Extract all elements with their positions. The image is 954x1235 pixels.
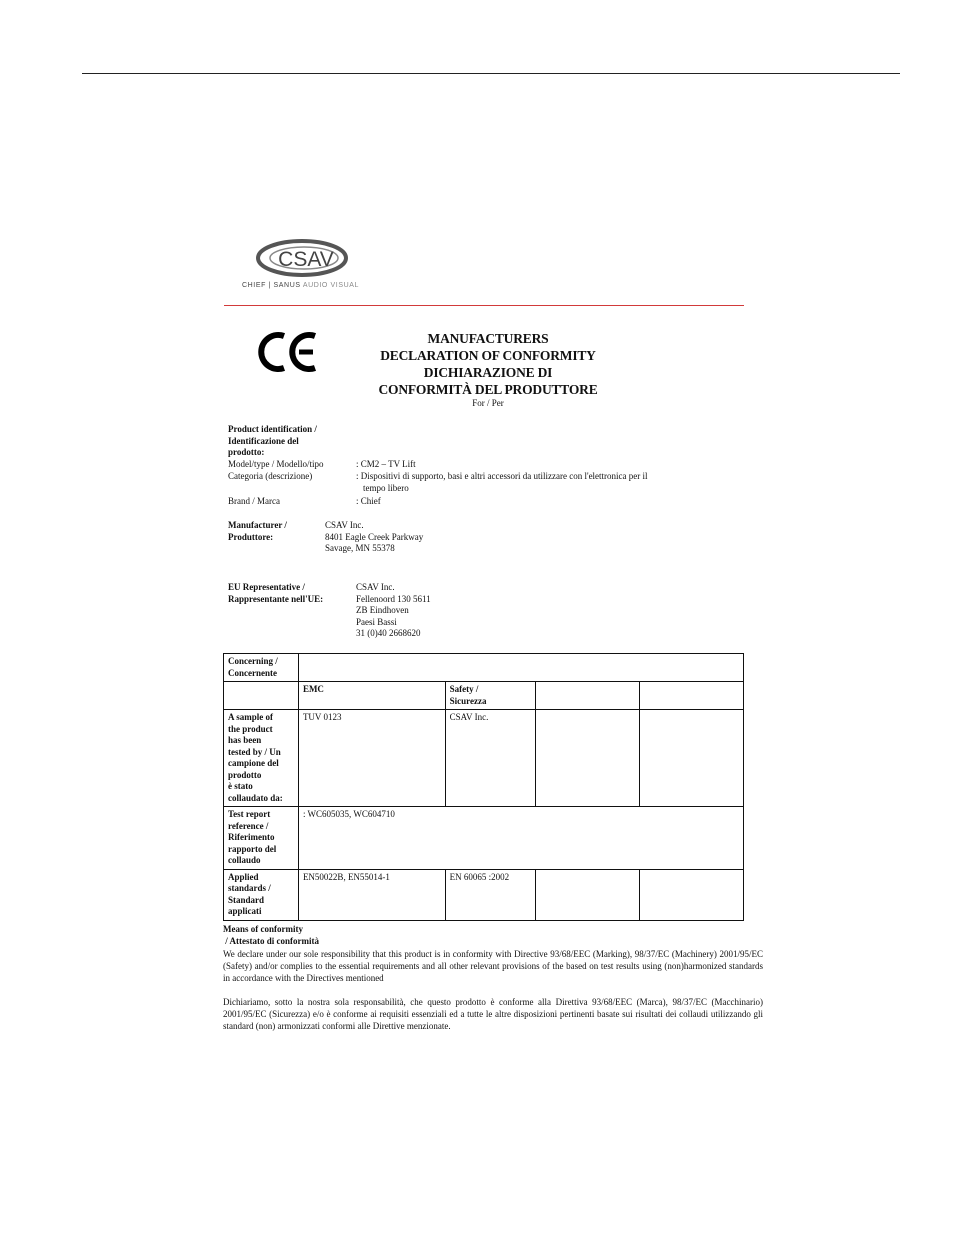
empty-cell — [224, 682, 299, 710]
table-row — [224, 682, 744, 710]
category-value: : Dispositivi di supporto, basi e altri accessori da utilizzare con l'elettronica per il tempo libero — [356, 471, 648, 493]
test-report-value: : WC605035, WC604710 — [298, 807, 743, 870]
sample-tested-label: A sample of the product has been tested by / Un campione del prodotto è stato collaudato da: — [224, 710, 299, 807]
logo-tagline: CHIEF | SANUS AUDIO VISUAL — [242, 282, 360, 289]
means-of-conformity-heading: Means of conformity / Attestato di conformità — [223, 924, 319, 946]
sample-safety-value: CSAV Inc. — [445, 710, 535, 807]
empty-cell — [535, 682, 640, 710]
csav-logo-icon — [248, 232, 368, 288]
table-row — [224, 654, 744, 682]
declaration-italian: Dichiariamo, sotto la nostra sola responsabilità, che questo prodotto è conforme alla Direttiva 93/68/EEC (Marca), 98/37/EC (Macchinario) 2001/95/EC (Sicurezza) e/o è conforme ai requisiti essenziali ed a tutte le altre disposizioni pertinenti basate sui risultati dei collaudi utilizzando gli standard (non) armonizzati conformi alle Direttive menzionate. — [223, 997, 763, 1031]
for-per-label: For / Per — [472, 398, 504, 408]
document-title: MANUFACTURERS DECLARATION OF CONFORMITY DICHIARAZIONE DI CONFORMITÀ DEL PRODUTTORE — [378, 331, 598, 397]
product-identification-heading: Product identification / Identificazione del prodotto: — [228, 424, 317, 457]
standards-safety-value: EN 60065 :2002 — [445, 869, 535, 920]
empty-cell — [640, 710, 744, 807]
table-row — [224, 710, 744, 807]
empty-cell — [640, 869, 744, 920]
emc-header: EMC — [298, 682, 445, 710]
brand-value: : Chief — [356, 496, 381, 506]
manufacturer-label: Manufacturer / Produttore: — [228, 520, 287, 542]
brand-label: Brand / Marca — [228, 496, 280, 506]
manufacturer-address: CSAV Inc. 8401 Eagle Creek Parkway Savage, MN 55378 — [325, 520, 424, 553]
concerning-label: Concerning / Concernente — [224, 654, 299, 682]
applied-standards-label: Applied standards / Standard applicati — [224, 869, 299, 920]
empty-cell — [640, 682, 744, 710]
red-divider — [224, 305, 744, 306]
standards-emc-value: EN50022B, EN55014-1 — [298, 869, 445, 920]
declaration-english: We declare under our sole responsibility that this product is in conformity with Directive 93/68/EEC (Marking), 98/37/EC (Machinery) 2001/95/EC (Safety) and/or complies to the essential requirements and all other relevant provisions of the based on test results using (non)harmonized standards in accordance with the Directives mentioned — [223, 949, 763, 983]
eu-representative-label: EU Representative / Rappresentante nell'UE: — [228, 582, 324, 604]
conformity-table — [223, 653, 744, 921]
ce-mark-icon — [258, 330, 322, 374]
page-header-rule — [82, 73, 900, 74]
test-report-label: Test report reference / Riferimento rapporto del collaudo — [224, 807, 299, 870]
table-row — [224, 807, 744, 870]
empty-cell — [535, 710, 640, 807]
declaration-document — [218, 226, 774, 1046]
category-label: Categoria (descrizione) — [228, 471, 313, 481]
eu-representative-address: CSAV Inc. Fellenoord 130 5611 ZB Eindhoven Paesi Bassi 31 (0)40 2668620 — [356, 582, 431, 638]
safety-header: Safety / Sicurezza — [445, 682, 535, 710]
logo-letters: CSAV — [278, 248, 334, 271]
model-label: Model/type / Modello/tipo — [228, 459, 324, 469]
concerning-value — [298, 654, 743, 682]
table-row — [224, 869, 744, 920]
model-value: : CM2 – TV Lift — [356, 459, 416, 469]
empty-cell — [535, 869, 640, 920]
sample-emc-value: TUV 0123 — [298, 710, 445, 807]
